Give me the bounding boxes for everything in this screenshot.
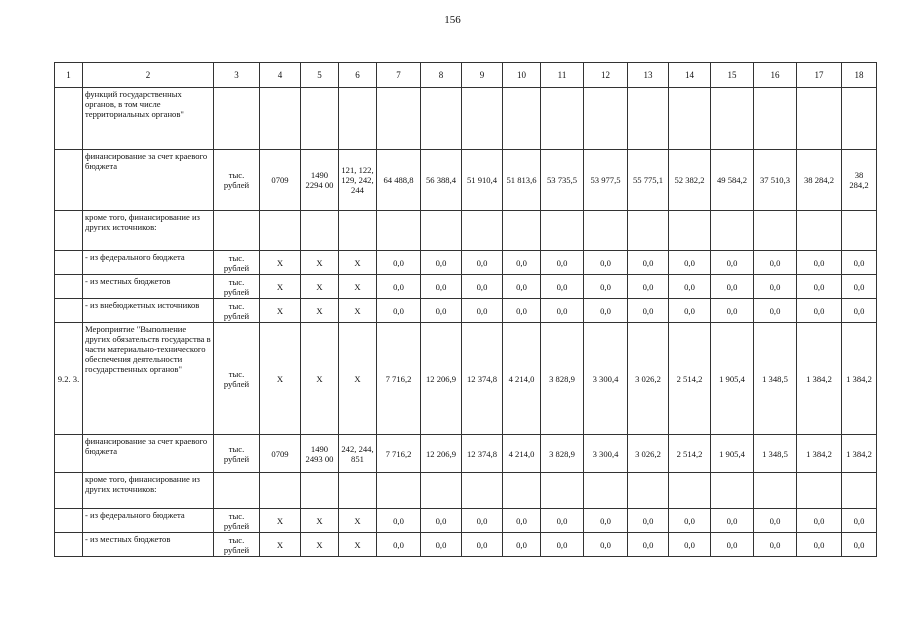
column-number: 5: [301, 63, 339, 88]
table-cell: [711, 211, 754, 251]
table-cell: 3 300,4: [584, 323, 628, 435]
table-cell: [669, 211, 711, 251]
table-row: [55, 299, 877, 323]
table-cell: 0,0: [541, 275, 584, 299]
table-cell: 0,0: [503, 533, 541, 557]
table-row: [55, 473, 877, 509]
table-cell: X: [301, 299, 339, 323]
table-cell: [503, 211, 541, 251]
table-cell: 12 206,9: [421, 323, 462, 435]
table-cell: 0,0: [628, 533, 669, 557]
table-cell: 0,0: [462, 509, 503, 533]
table-cell: 1 905,4: [711, 323, 754, 435]
table-cell: 0,0: [462, 275, 503, 299]
table-cell: тыс. рублей: [214, 509, 260, 533]
column-number: 10: [503, 63, 541, 88]
table-cell: 0,0: [541, 509, 584, 533]
table-cell: 38 284,2: [797, 150, 842, 211]
table-cell: [541, 211, 584, 251]
table-cell: 0,0: [711, 251, 754, 275]
table-cell: [797, 88, 842, 150]
column-number: 6: [339, 63, 377, 88]
table-cell: 52 382,2: [669, 150, 711, 211]
table-cell: X: [339, 533, 377, 557]
table-cell: 4 214,0: [503, 323, 541, 435]
table-cell: [669, 473, 711, 509]
table-cell: 0,0: [584, 275, 628, 299]
table-cell: [55, 88, 83, 150]
table-cell: [503, 88, 541, 150]
table-cell: [541, 473, 584, 509]
table-cell: X: [260, 533, 301, 557]
table-row: [55, 251, 877, 275]
table-cell: 1 384,2: [842, 323, 877, 435]
table-cell: 242, 244, 851: [339, 435, 377, 473]
column-number: 1: [55, 63, 83, 88]
column-number: 11: [541, 63, 584, 88]
table-row: [55, 435, 877, 473]
table-cell: [55, 275, 83, 299]
table-cell: 9.2. 3.: [55, 323, 83, 435]
table-cell: X: [339, 275, 377, 299]
column-number: 4: [260, 63, 301, 88]
table-cell: 53 735,5: [541, 150, 584, 211]
table-cell: 0,0: [541, 533, 584, 557]
table-cell: тыс. рублей: [214, 251, 260, 275]
table-cell: тыс. рублей: [214, 150, 260, 211]
row-description: кроме того, финансирование из других источников:: [83, 473, 214, 509]
table-cell: 0,0: [377, 509, 421, 533]
table-cell: 1 348,5: [754, 323, 797, 435]
table-cell: [301, 473, 339, 509]
table-cell: 0,0: [842, 509, 877, 533]
table-cell: X: [339, 251, 377, 275]
table-cell: 0,0: [421, 299, 462, 323]
table-cell: 64 488,8: [377, 150, 421, 211]
table-cell: 2 514,2: [669, 323, 711, 435]
table-row: [55, 323, 877, 435]
table-cell: 0,0: [377, 533, 421, 557]
table-cell: [55, 251, 83, 275]
table-cell: 0,0: [503, 299, 541, 323]
row-description: - из местных бюджетов: [83, 275, 214, 299]
table-cell: 0,0: [669, 299, 711, 323]
table-cell: тыс. рублей: [214, 275, 260, 299]
row-description: финансирование за счет краевого бюджета: [83, 435, 214, 473]
table-cell: 0,0: [669, 533, 711, 557]
row-description: - из федерального бюджета: [83, 509, 214, 533]
table-cell: [421, 211, 462, 251]
table-cell: [55, 509, 83, 533]
table-cell: тыс. рублей: [214, 533, 260, 557]
table-cell: X: [301, 275, 339, 299]
table-cell: 3 828,9: [541, 323, 584, 435]
table-cell: X: [301, 323, 339, 435]
table-cell: [377, 211, 421, 251]
table-cell: 0,0: [797, 251, 842, 275]
table-cell: X: [260, 275, 301, 299]
table-cell: 0,0: [628, 509, 669, 533]
table-cell: 0,0: [669, 509, 711, 533]
table-row: [55, 509, 877, 533]
table-cell: [377, 88, 421, 150]
table-cell: [339, 211, 377, 251]
table-cell: 12 206,9: [421, 435, 462, 473]
table-cell: [55, 473, 83, 509]
table-cell: 3 026,2: [628, 435, 669, 473]
table-cell: [462, 211, 503, 251]
table-cell: 55 775,1: [628, 150, 669, 211]
table-cell: 1 384,2: [842, 435, 877, 473]
column-number: 3: [214, 63, 260, 88]
table-cell: X: [339, 509, 377, 533]
table-cell: [339, 473, 377, 509]
table-cell: 0,0: [842, 251, 877, 275]
table-cell: 0,0: [503, 275, 541, 299]
table-cell: 0,0: [797, 533, 842, 557]
table-cell: [754, 211, 797, 251]
table-cell: 0,0: [754, 275, 797, 299]
table-cell: [301, 88, 339, 150]
table-cell: 0,0: [628, 275, 669, 299]
table-cell: 0,0: [462, 533, 503, 557]
table-cell: [462, 88, 503, 150]
table-cell: тыс. рублей: [214, 435, 260, 473]
table-cell: X: [301, 251, 339, 275]
table-cell: 0,0: [541, 299, 584, 323]
table-cell: 0,0: [421, 533, 462, 557]
table-cell: 1 348,5: [754, 435, 797, 473]
table-cell: 0,0: [754, 533, 797, 557]
table-cell: 0,0: [503, 509, 541, 533]
table-cell: 0,0: [503, 251, 541, 275]
column-number: 18: [842, 63, 877, 88]
column-number: 8: [421, 63, 462, 88]
table-cell: 0,0: [797, 299, 842, 323]
table-cell: [55, 211, 83, 251]
table-row: [55, 211, 877, 251]
table-cell: 0,0: [669, 251, 711, 275]
table-cell: 0,0: [754, 299, 797, 323]
table-row: [55, 88, 877, 150]
table-cell: 12 374,8: [462, 323, 503, 435]
table-cell: [214, 473, 260, 509]
table-cell: 0,0: [628, 299, 669, 323]
column-number: 2: [83, 63, 214, 88]
table-cell: 0,0: [541, 251, 584, 275]
row-description: - из местных бюджетов: [83, 533, 214, 557]
table-cell: 0,0: [842, 533, 877, 557]
table-cell: [377, 473, 421, 509]
table-cell: 51 910,4: [462, 150, 503, 211]
table-cell: [260, 88, 301, 150]
table-cell: 0,0: [462, 251, 503, 275]
table-cell: [628, 211, 669, 251]
table-cell: X: [301, 533, 339, 557]
table-cell: [55, 150, 83, 211]
table-cell: 7 716,2: [377, 323, 421, 435]
table-cell: 0,0: [669, 275, 711, 299]
table-cell: 0,0: [421, 275, 462, 299]
table-cell: 1 905,4: [711, 435, 754, 473]
table-cell: 53 977,5: [584, 150, 628, 211]
table-cell: 4 214,0: [503, 435, 541, 473]
budget-table: [54, 62, 877, 557]
table-cell: [842, 473, 877, 509]
table-cell: 0,0: [377, 299, 421, 323]
table-cell: [584, 211, 628, 251]
table-cell: 0,0: [711, 299, 754, 323]
table-cell: 1490 2294 00: [301, 150, 339, 211]
table-cell: 3 828,9: [541, 435, 584, 473]
table-cell: [797, 211, 842, 251]
table-cell: тыс. рублей: [214, 323, 260, 435]
table-cell: [584, 88, 628, 150]
table-cell: 0,0: [754, 251, 797, 275]
row-description: - из федерального бюджета: [83, 251, 214, 275]
table-cell: 51 813,6: [503, 150, 541, 211]
table-cell: [584, 473, 628, 509]
table-cell: [55, 435, 83, 473]
table-cell: 0,0: [462, 299, 503, 323]
table-cell: [754, 88, 797, 150]
table-cell: [628, 88, 669, 150]
table-cell: 0,0: [584, 533, 628, 557]
table-cell: 37 510,3: [754, 150, 797, 211]
column-number: 7: [377, 63, 421, 88]
table-cell: 0,0: [584, 251, 628, 275]
table-cell: X: [339, 299, 377, 323]
column-number: 12: [584, 63, 628, 88]
table-cell: 1 384,2: [797, 435, 842, 473]
table-cell: X: [260, 251, 301, 275]
table-cell: 0,0: [711, 509, 754, 533]
table-cell: 0,0: [711, 533, 754, 557]
table-cell: [462, 473, 503, 509]
table-cell: [754, 473, 797, 509]
table-cell: 0,0: [842, 275, 877, 299]
table-cell: X: [339, 323, 377, 435]
table-cell: [260, 473, 301, 509]
table-cell: 38 284,2: [842, 150, 877, 211]
table-cell: 0,0: [797, 509, 842, 533]
table-cell: 0,0: [711, 275, 754, 299]
table-row: [55, 533, 877, 557]
row-description: Мероприятие "Выполнение других обязательств государства в части материально-технического обеспечения деятельности государственных органов": [83, 323, 214, 435]
table-cell: [55, 533, 83, 557]
table-cell: [842, 211, 877, 251]
table-cell: 56 388,4: [421, 150, 462, 211]
table-cell: 0,0: [584, 299, 628, 323]
row-description: кроме того, финансирование из других источников:: [83, 211, 214, 251]
table-cell: тыс. рублей: [214, 299, 260, 323]
table-cell: X: [260, 299, 301, 323]
table-cell: X: [301, 509, 339, 533]
row-description: функций государственных органов, в том числе территориальных органов": [83, 88, 214, 150]
table-cell: 0,0: [628, 251, 669, 275]
table-cell: [711, 473, 754, 509]
table-cell: 0,0: [797, 275, 842, 299]
table-cell: 0,0: [584, 509, 628, 533]
row-description: - из внебюджетных источников: [83, 299, 214, 323]
table-cell: [541, 88, 584, 150]
table-cell: [421, 88, 462, 150]
table-cell: 49 584,2: [711, 150, 754, 211]
table-cell: [797, 473, 842, 509]
column-number: 14: [669, 63, 711, 88]
table-cell: [55, 299, 83, 323]
column-number: 17: [797, 63, 842, 88]
table-cell: 0709: [260, 150, 301, 211]
table-body: [55, 63, 877, 557]
table-cell: [421, 473, 462, 509]
table-cell: 121, 122, 129, 242, 244: [339, 150, 377, 211]
table-cell: [214, 88, 260, 150]
table-cell: 0,0: [754, 509, 797, 533]
column-number: 9: [462, 63, 503, 88]
table-cell: [628, 473, 669, 509]
table-cell: [339, 88, 377, 150]
table-cell: [711, 88, 754, 150]
table-cell: 1490 2493 00: [301, 435, 339, 473]
table-cell: 0,0: [377, 251, 421, 275]
page-number: 156: [444, 14, 461, 26]
table-cell: 0,0: [421, 509, 462, 533]
column-number-row: [55, 63, 877, 88]
table-cell: [301, 211, 339, 251]
table-cell: X: [260, 509, 301, 533]
column-number: 15: [711, 63, 754, 88]
table-cell: [842, 88, 877, 150]
table-cell: [260, 211, 301, 251]
table-cell: 3 300,4: [584, 435, 628, 473]
table-row: [55, 275, 877, 299]
table-cell: 2 514,2: [669, 435, 711, 473]
table-cell: 0,0: [842, 299, 877, 323]
table-cell: 0,0: [421, 251, 462, 275]
table-cell: [669, 88, 711, 150]
table-cell: 0,0: [377, 275, 421, 299]
table-cell: [503, 473, 541, 509]
table-cell: 7 716,2: [377, 435, 421, 473]
column-number: 13: [628, 63, 669, 88]
table-cell: 0709: [260, 435, 301, 473]
row-description: финансирование за счет краевого бюджета: [83, 150, 214, 211]
table-cell: 3 026,2: [628, 323, 669, 435]
table-cell: 12 374,8: [462, 435, 503, 473]
column-number: 16: [754, 63, 797, 88]
table-cell: 1 384,2: [797, 323, 842, 435]
table-row: [55, 150, 877, 211]
table-cell: X: [260, 323, 301, 435]
table-cell: [214, 211, 260, 251]
